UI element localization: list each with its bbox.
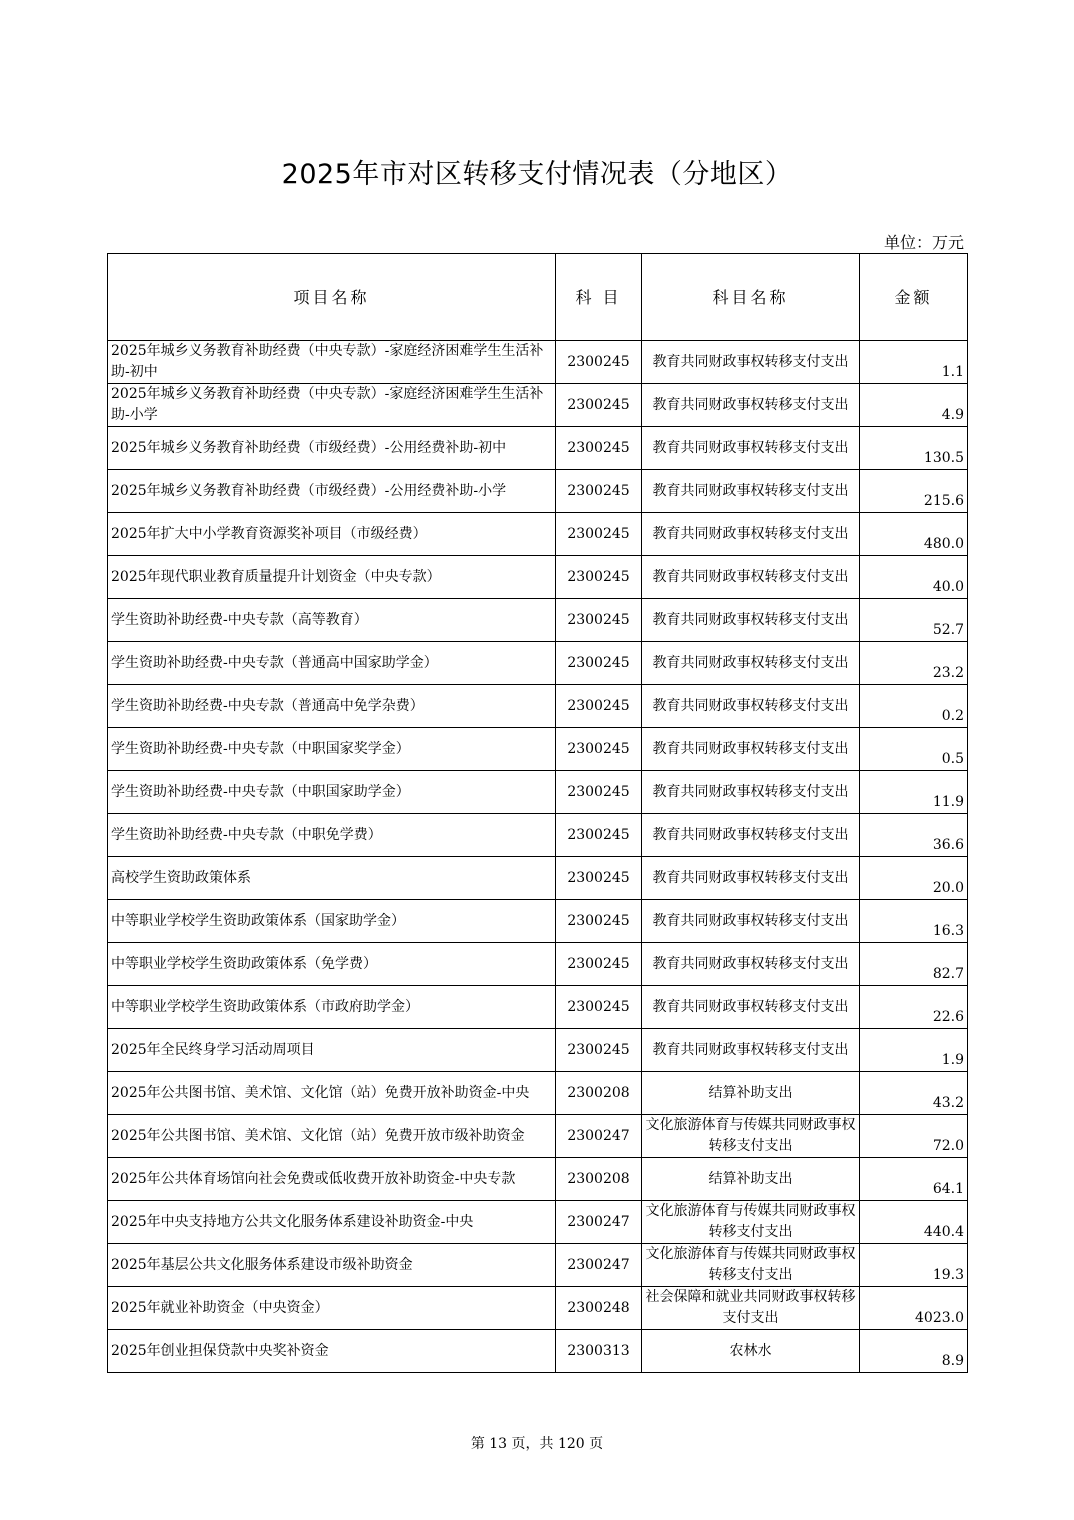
cell-amount: 4023.0	[860, 1287, 968, 1330]
table-row	[108, 341, 968, 384]
cell-subject-name: 文化旅游体育与传媒共同财政事权转移支付支出	[642, 1244, 860, 1287]
cell-project-name: 中等职业学校学生资助政策体系（免学费）	[108, 943, 556, 986]
cell-code: 2300245	[556, 599, 642, 642]
cell-amount: 1.1	[860, 341, 968, 384]
table-row	[108, 900, 968, 943]
cell-subject-name: 教育共同财政事权转移支付支出	[642, 642, 860, 685]
table-row	[108, 642, 968, 685]
table-row	[108, 1115, 968, 1158]
cell-project-name: 2025年创业担保贷款中央奖补资金	[108, 1330, 556, 1373]
cell-subject-name: 教育共同财政事权转移支付支出	[642, 986, 860, 1029]
cell-project-name: 2025年城乡义务教育补助经费（市级经费）-公用经费补助-小学	[108, 470, 556, 513]
cell-code: 2300245	[556, 814, 642, 857]
cell-code: 2300245	[556, 341, 642, 384]
cell-code: 2300245	[556, 1029, 642, 1072]
cell-code: 2300248	[556, 1287, 642, 1330]
cell-amount: 1.9	[860, 1029, 968, 1072]
table-body	[108, 341, 968, 1373]
cell-amount: 20.0	[860, 857, 968, 900]
table-row	[108, 556, 968, 599]
cell-code: 2300247	[556, 1244, 642, 1287]
cell-subject-name: 农林水	[642, 1330, 860, 1373]
cell-amount: 440.4	[860, 1201, 968, 1244]
table-row	[108, 771, 968, 814]
cell-code: 2300245	[556, 900, 642, 943]
cell-project-name: 中等职业学校学生资助政策体系（市政府助学金）	[108, 986, 556, 1029]
cell-code: 2300245	[556, 728, 642, 771]
cell-amount: 11.9	[860, 771, 968, 814]
cell-code: 2300208	[556, 1072, 642, 1115]
cell-amount: 480.0	[860, 513, 968, 556]
cell-subject-name: 结算补助支出	[642, 1158, 860, 1201]
table-row	[108, 513, 968, 556]
cell-subject-name: 教育共同财政事权转移支付支出	[642, 556, 860, 599]
table-row	[108, 1244, 968, 1287]
cell-code: 2300247	[556, 1201, 642, 1244]
table-row	[108, 857, 968, 900]
cell-project-name: 2025年中央支持地方公共文化服务体系建设补助资金-中央	[108, 1201, 556, 1244]
table-row	[108, 986, 968, 1029]
cell-project-name: 2025年全民终身学习活动周项目	[108, 1029, 556, 1072]
cell-subject-name: 社会保障和就业共同财政事权转移支付支出	[642, 1287, 860, 1330]
cell-code: 2300247	[556, 1115, 642, 1158]
cell-amount: 82.7	[860, 943, 968, 986]
cell-amount: 0.2	[860, 685, 968, 728]
cell-project-name: 学生资助补助经费-中央专款（普通高中国家助学金）	[108, 642, 556, 685]
table-row	[108, 814, 968, 857]
header-code: 科 目	[556, 254, 642, 341]
cell-code: 2300245	[556, 943, 642, 986]
cell-amount: 52.7	[860, 599, 968, 642]
table-row	[108, 599, 968, 642]
header-project-name: 项目名称	[108, 254, 556, 341]
cell-code: 2300245	[556, 384, 642, 427]
cell-code: 2300313	[556, 1330, 642, 1373]
table-row	[108, 1287, 968, 1330]
cell-amount: 64.1	[860, 1158, 968, 1201]
header-amount: 金额	[860, 254, 968, 341]
cell-code: 2300208	[556, 1158, 642, 1201]
cell-project-name: 学生资助补助经费-中央专款（高等教育）	[108, 599, 556, 642]
cell-amount: 23.2	[860, 642, 968, 685]
cell-subject-name: 教育共同财政事权转移支付支出	[642, 427, 860, 470]
cell-amount: 215.6	[860, 470, 968, 513]
cell-amount: 36.6	[860, 814, 968, 857]
cell-project-name: 学生资助补助经费-中央专款（中职免学费）	[108, 814, 556, 857]
cell-subject-name: 教育共同财政事权转移支付支出	[642, 341, 860, 384]
cell-subject-name: 教育共同财政事权转移支付支出	[642, 599, 860, 642]
cell-project-name: 学生资助补助经费-中央专款（普通高中免学杂费）	[108, 685, 556, 728]
cell-code: 2300245	[556, 556, 642, 599]
cell-project-name: 2025年公共图书馆、美术馆、文化馆（站）免费开放市级补助资金	[108, 1115, 556, 1158]
table-row	[108, 1330, 968, 1373]
cell-amount: 19.3	[860, 1244, 968, 1287]
cell-code: 2300245	[556, 642, 642, 685]
cell-amount: 72.0	[860, 1115, 968, 1158]
cell-code: 2300245	[556, 771, 642, 814]
table-row	[108, 427, 968, 470]
cell-project-name: 2025年公共图书馆、美术馆、文化馆（站）免费开放补助资金-中央	[108, 1072, 556, 1115]
table-row	[108, 470, 968, 513]
header-subject-name: 科目名称	[642, 254, 860, 341]
cell-subject-name: 教育共同财政事权转移支付支出	[642, 771, 860, 814]
cell-amount: 16.3	[860, 900, 968, 943]
cell-amount: 8.9	[860, 1330, 968, 1373]
cell-subject-name: 文化旅游体育与传媒共同财政事权转移支付支出	[642, 1201, 860, 1244]
cell-subject-name: 结算补助支出	[642, 1072, 860, 1115]
cell-subject-name: 教育共同财政事权转移支付支出	[642, 857, 860, 900]
cell-subject-name: 教育共同财政事权转移支付支出	[642, 814, 860, 857]
cell-project-name: 学生资助补助经费-中央专款（中职国家助学金）	[108, 771, 556, 814]
cell-project-name: 2025年城乡义务教育补助经费（市级经费）-公用经费补助-初中	[108, 427, 556, 470]
cell-project-name: 2025年现代职业教育质量提升计划资金（中央专款）	[108, 556, 556, 599]
table-row	[108, 943, 968, 986]
cell-code: 2300245	[556, 513, 642, 556]
table-row	[108, 1158, 968, 1201]
table-row	[108, 384, 968, 427]
cell-amount: 22.6	[860, 986, 968, 1029]
cell-subject-name: 教育共同财政事权转移支付支出	[642, 513, 860, 556]
table-row	[108, 1201, 968, 1244]
cell-amount: 4.9	[860, 384, 968, 427]
cell-subject-name: 教育共同财政事权转移支付支出	[642, 685, 860, 728]
cell-project-name: 2025年扩大中小学教育资源奖补项目（市级经费）	[108, 513, 556, 556]
cell-project-name: 2025年就业补助资金（中央资金）	[108, 1287, 556, 1330]
page-title: 2025年市对区转移支付情况表（分地区）	[281, 159, 793, 190]
cell-subject-name: 教育共同财政事权转移支付支出	[642, 728, 860, 771]
cell-subject-name: 教育共同财政事权转移支付支出	[642, 470, 860, 513]
cell-amount: 40.0	[860, 556, 968, 599]
table-header-row	[108, 254, 968, 341]
cell-amount: 43.2	[860, 1072, 968, 1115]
cell-code: 2300245	[556, 986, 642, 1029]
transfer-payment-table	[107, 253, 968, 1373]
table-row	[108, 685, 968, 728]
cell-project-name: 高校学生资助政策体系	[108, 857, 556, 900]
cell-subject-name: 文化旅游体育与传媒共同财政事权转移支付支出	[642, 1115, 860, 1158]
cell-code: 2300245	[556, 427, 642, 470]
cell-subject-name: 教育共同财政事权转移支付支出	[642, 900, 860, 943]
cell-subject-name: 教育共同财政事权转移支付支出	[642, 1029, 860, 1072]
cell-subject-name: 教育共同财政事权转移支付支出	[642, 384, 860, 427]
cell-code: 2300245	[556, 685, 642, 728]
cell-project-name: 2025年基层公共文化服务体系建设市级补助资金	[108, 1244, 556, 1287]
table-row	[108, 1072, 968, 1115]
cell-project-name: 学生资助补助经费-中央专款（中职国家奖学金）	[108, 728, 556, 771]
table-row	[108, 728, 968, 771]
table-row	[108, 1029, 968, 1072]
cell-project-name: 2025年城乡义务教育补助经费（中央专款）-家庭经济困难学生生活补助-初中	[108, 341, 556, 384]
unit-label: 单位：万元	[883, 233, 964, 252]
cell-amount: 130.5	[860, 427, 968, 470]
cell-project-name: 2025年城乡义务教育补助经费（中央专款）-家庭经济困难学生生活补助-小学	[108, 384, 556, 427]
cell-project-name: 2025年公共体育场馆向社会免费或低收费开放补助资金-中央专款	[108, 1158, 556, 1201]
cell-project-name: 中等职业学校学生资助政策体系（国家助学金）	[108, 900, 556, 943]
cell-code: 2300245	[556, 470, 642, 513]
cell-amount: 0.5	[860, 728, 968, 771]
page-footer: 第 13 页，共 120 页	[470, 1436, 604, 1452]
cell-subject-name: 教育共同财政事权转移支付支出	[642, 943, 860, 986]
cell-code: 2300245	[556, 857, 642, 900]
